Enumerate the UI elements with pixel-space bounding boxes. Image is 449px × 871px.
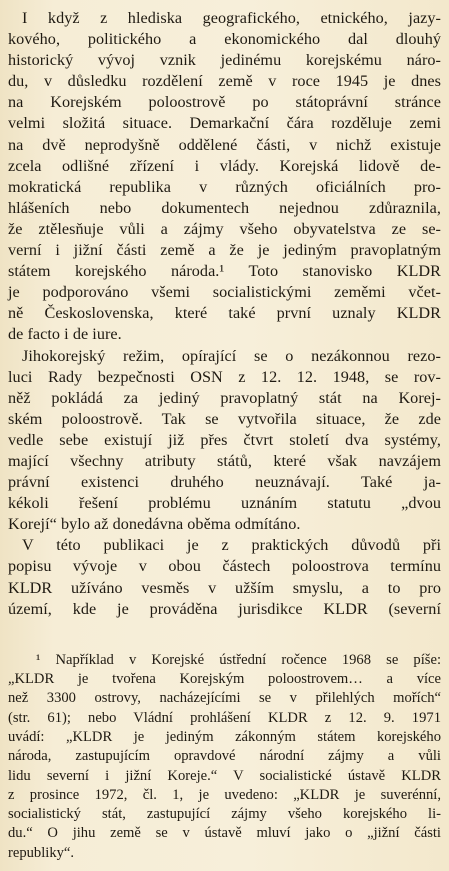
text-line: vedle sebe existují již přes čtvrt století dva systémy, <box>8 430 441 449</box>
paragraph-1 <box>8 8 441 346</box>
footnote-line: du.“ O jihu země se v ústavě mluví jako o „jižní části <box>8 825 441 842</box>
footnote-line: z prosince 1972, čl. 1, je uvedeno: „KLDR je suverénní, <box>8 786 441 803</box>
text-line: luci Rady bezpečnosti OSN z 12. 12. 1948, se rov- <box>8 367 441 386</box>
text-line: je podporováno všemi socialistickými zeměmi včet- <box>8 283 441 302</box>
footnote-line: republiky“. <box>8 844 75 861</box>
text-line: kékoli řešení problému uznáním statutu „dvou <box>8 494 441 513</box>
text-line: kového, politického a ekonomického dal dlouhý <box>8 30 441 49</box>
footnote-line: ¹ Například v Korejské ústřední ročence 1968 se píše: <box>36 651 441 668</box>
text-line: ském poloostrově. Tak se vytvořila situace, že zde <box>8 409 441 428</box>
paragraph-2 <box>8 346 441 536</box>
text-line: na dvě neprodyšně oddělené části, v nichž existuje <box>8 135 441 154</box>
footnote-line: (str. 61); nebo Vládní prohlášení KLDR z 12. 9. 1971 <box>8 709 441 726</box>
text-line: zcela odlišné zřízení i vlády. Korejská lidově de- <box>8 156 441 175</box>
text-line: de facto i de iure. <box>8 325 122 344</box>
footnote-line: než 3300 ostrovy, nacházejícími se v přilehlých mořích“ <box>8 690 441 707</box>
text-line: historický vývoj vznik jedinému korejskému náro- <box>8 51 441 70</box>
text-line: že ztělesňuje vůli a zájmy všeho obyvatelstva ze se- <box>8 219 441 238</box>
text-line: území, kde je prováděna jurisdikce KLDR (severní <box>8 599 441 618</box>
text-line: I když z hlediska geografického, etnického, jazy- <box>22 9 441 27</box>
text-line: hlášeních nebo dokumentech nejednou zdůraznila, <box>8 198 441 217</box>
footnote-line: „KLDR je tvořena Korejským poloostrovem… a více <box>8 671 441 688</box>
text-line: na Korejském poloostrově po státoprávní stránce <box>8 93 441 112</box>
footnote-line: národa, zastupujícím opravdové národní zájmy a vůli <box>8 748 441 765</box>
text-line: verní i jižní části země a že je jediným pravoplatným <box>8 241 441 260</box>
footnote <box>8 651 441 863</box>
footnote-line: socialistický stát, zastupující zájmy všeho korejského li- <box>8 806 441 823</box>
text-line: Jihokorejský režim, opírající se o nezákonnou rezo- <box>22 346 441 365</box>
text-line: něž pokládá za jediný pravoplatný stát na Korej- <box>8 388 441 407</box>
text-line: velmi složitá situace. Demarkační čára rozděluje zemi <box>8 114 441 133</box>
text-line: mající všechny atributy států, které však navzájem <box>8 451 441 470</box>
text-line: právní existenci druhého neuznávají. Také ja- <box>8 473 441 492</box>
text-line: mokratická republika v různých oficiálních pro- <box>8 177 441 196</box>
text-line: popisu vývoje v obou částech poloostrova termínu <box>8 557 441 576</box>
text-line: státem korejského národa.¹ Toto stanovisko KLDR <box>8 262 441 281</box>
text-line: ně Československa, které také první uznaly KLDR <box>8 304 441 323</box>
text-line: Korejí“ bylo až donedávna oběma odmítáno. <box>8 515 301 534</box>
text-line: KLDR užíváno vesměs v užším smyslu, a to pro <box>8 578 441 597</box>
footnote-line: lidu severní i jižní Koreje.“ V socialistické ústavě KLDR <box>8 767 441 784</box>
text-line: du, v důsledku rozdělení země v roce 1945 je dnes <box>8 72 441 91</box>
footnote-line: uvádí: „KLDR je jediným zákonným státem korejského <box>8 728 441 745</box>
text-line: V této publikaci je z praktických důvodů při <box>22 536 441 555</box>
paragraph-3 <box>8 535 441 619</box>
